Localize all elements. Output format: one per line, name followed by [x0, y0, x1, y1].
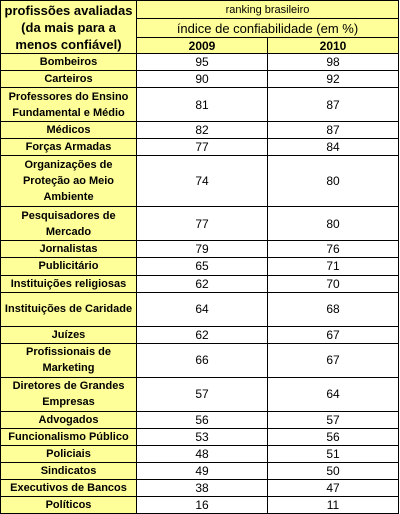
value-2009-cell: 66	[137, 343, 268, 377]
value-2009-cell: 74	[137, 156, 268, 207]
table-row	[1, 428, 399, 445]
value-2009-cell: 49	[137, 462, 268, 479]
table-row	[1, 445, 399, 462]
value-2010-cell: 51	[268, 445, 399, 462]
profession-cell: Professores do Ensino Fundamental e Médio	[1, 88, 137, 122]
value-2010-cell: 98	[268, 54, 399, 71]
professions-header: profissões avaliadas (da mais para a menos confiável)	[1, 1, 137, 54]
value-2010-cell: 68	[268, 292, 399, 326]
value-2010-cell: 80	[268, 207, 399, 241]
ranking-label: ranking brasileiro	[137, 1, 399, 19]
year-2009-header: 2009	[137, 38, 268, 54]
value-2010-cell: 64	[268, 377, 399, 411]
table-row	[1, 292, 399, 326]
profession-cell: Pesquisadores de Mercado	[1, 207, 137, 241]
profession-cell: Juízes	[1, 326, 137, 343]
profession-cell: Diretores de Grandes Empresas	[1, 377, 137, 411]
table-row	[1, 156, 399, 207]
value-2009-cell: 16	[137, 496, 268, 513]
index-label: índice de confiabilidade (em %)	[137, 19, 399, 38]
value-2010-cell: 87	[268, 122, 399, 139]
value-2009-cell: 81	[137, 88, 268, 122]
value-2009-cell: 53	[137, 428, 268, 445]
value-2009-cell: 56	[137, 411, 268, 428]
value-2010-cell: 76	[268, 241, 399, 258]
year-2010-header: 2010	[268, 38, 399, 54]
profession-cell: Sindicatos	[1, 462, 137, 479]
profession-cell: Jornalistas	[1, 241, 137, 258]
header-row-ranking	[1, 1, 399, 19]
value-2010-cell: 56	[268, 428, 399, 445]
value-2010-cell: 57	[268, 411, 399, 428]
value-2009-cell: 62	[137, 275, 268, 292]
table-row	[1, 326, 399, 343]
value-2010-cell: 11	[268, 496, 399, 513]
table-row	[1, 54, 399, 71]
value-2009-cell: 95	[137, 54, 268, 71]
table-row	[1, 71, 399, 88]
value-2010-cell: 71	[268, 258, 399, 275]
value-2010-cell: 70	[268, 275, 399, 292]
profession-cell: Médicos	[1, 122, 137, 139]
value-2009-cell: 77	[137, 207, 268, 241]
table-row	[1, 275, 399, 292]
value-2009-cell: 64	[137, 292, 268, 326]
profession-cell: Policiais	[1, 445, 137, 462]
table-row	[1, 88, 399, 122]
table-row	[1, 496, 399, 513]
table-row	[1, 139, 399, 156]
value-2010-cell: 67	[268, 326, 399, 343]
table-row	[1, 241, 399, 258]
value-2010-cell: 84	[268, 139, 399, 156]
profession-cell: Publicitário	[1, 258, 137, 275]
table-row	[1, 122, 399, 139]
profession-cell: Organizações de Proteção ao Meio Ambiente	[1, 156, 137, 207]
table-row	[1, 258, 399, 275]
profession-cell: Políticos	[1, 496, 137, 513]
value-2009-cell: 48	[137, 445, 268, 462]
value-2009-cell: 65	[137, 258, 268, 275]
table-row	[1, 343, 399, 377]
profession-cell: Instituições de Caridade	[1, 292, 137, 326]
value-2009-cell: 79	[137, 241, 268, 258]
value-2009-cell: 82	[137, 122, 268, 139]
value-2009-cell: 62	[137, 326, 268, 343]
profession-cell: Executivos de Bancos	[1, 479, 137, 496]
value-2010-cell: 50	[268, 462, 399, 479]
table-body	[1, 1, 399, 514]
value-2010-cell: 47	[268, 479, 399, 496]
value-2010-cell: 67	[268, 343, 399, 377]
profession-cell: Bombeiros	[1, 54, 137, 71]
value-2010-cell: 87	[268, 88, 399, 122]
value-2009-cell: 90	[137, 71, 268, 88]
profession-cell: Carteiros	[1, 71, 137, 88]
profession-cell: Funcionalismo Público	[1, 428, 137, 445]
value-2009-cell: 38	[137, 479, 268, 496]
table-row	[1, 411, 399, 428]
value-2010-cell: 80	[268, 156, 399, 207]
value-2009-cell: 57	[137, 377, 268, 411]
profession-cell: Profissionais de Marketing	[1, 343, 137, 377]
value-2009-cell: 77	[137, 139, 268, 156]
table-row	[1, 377, 399, 411]
profession-cell: Forças Armadas	[1, 139, 137, 156]
profession-cell: Instituições religiosas	[1, 275, 137, 292]
table-row	[1, 479, 399, 496]
table-row	[1, 462, 399, 479]
table-row	[1, 207, 399, 241]
value-2010-cell: 92	[268, 71, 399, 88]
profession-cell: Advogados	[1, 411, 137, 428]
